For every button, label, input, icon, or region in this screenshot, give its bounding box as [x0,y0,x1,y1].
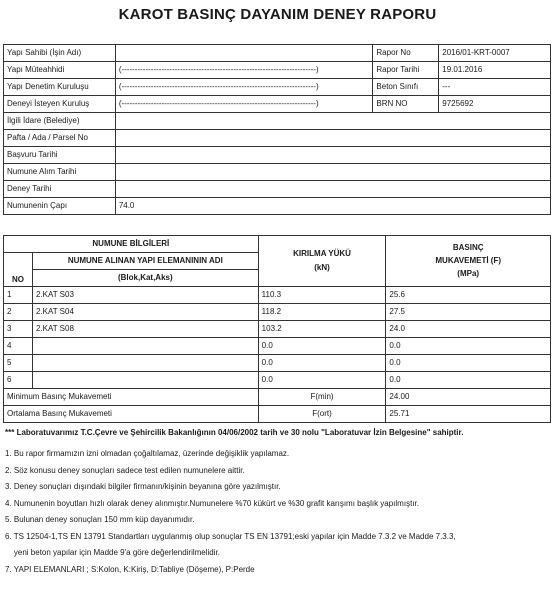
info-value [115,113,550,130]
info-row [4,147,551,164]
info-value: 74.0 [115,198,550,215]
sample-info-header: NUMUNE BİLGİLERİ [4,236,259,253]
sample-no: 1 [4,287,33,304]
notes-section [5,428,553,581]
info-right-label: Beton Sınıfı [373,79,439,96]
info-value [115,130,550,147]
info-value: (-------------------------------------------------------------------------) [115,79,373,96]
sample-element: 2.KAT S03 [32,287,258,304]
sample-strength: 0.0 [386,355,551,372]
info-row [4,96,551,113]
info-right-value: 2016/01-KRT-0007 [439,45,551,62]
min-strength-symbol: F(min) [258,389,386,406]
info-label: Yapı Sahibi (İşin Adı) [4,45,116,62]
info-value [115,147,550,164]
load-header: KIRILMA YÜKÜ (kN) [293,249,351,272]
report-title: KAROT BASINÇ DAYANIM DENEY RAPORU [118,6,437,23]
element-subheader: (Blok,Kat,Aks) [32,270,258,287]
sample-row [4,372,551,389]
sample-row [4,321,551,338]
sample-row [4,355,551,372]
sample-row [4,338,551,355]
info-label: Yapı Müteahhidi [4,62,116,79]
min-strength-value: 24.00 [386,389,551,406]
sample-element: 2.KAT S04 [32,304,258,321]
info-right-label: Rapor No [373,45,439,62]
info-right-value: 9725692 [439,96,551,113]
sample-row [4,304,551,321]
avg-strength-symbol: F(ort) [258,406,386,423]
sample-strength: 0.0 [386,338,551,355]
note-item: 5. Bulunan deney sonuçları 150 mm küp dayanımıdır. [5,515,195,524]
info-row [4,79,551,96]
info-right-label: Rapor Tarihi [373,62,439,79]
no-header: NO [4,253,33,287]
note-item: 1. Bu rapor firmamızın izni olmadan çoğaltılamaz, üzerinde değişiklik yapılamaz. [5,449,290,458]
info-label: Numune Alım Tarihi [4,164,116,181]
info-value: (-------------------------------------------------------------------------) [115,96,373,113]
info-row [4,62,551,79]
sample-no: 2 [4,304,33,321]
sample-no: 4 [4,338,33,355]
note-item: yeni beton yapılar için Madde 9'a göre değerlendirilmelidir. [5,548,220,557]
info-label: Deney Tarihi [4,181,116,198]
note-item: 4. Numunenin boyutları hızlı olarak deney alınmıştır.Numunelere %70 kükürt ve %30 grafit karışımı başlık yapılmıştır. [5,498,419,508]
avg-strength-value: 25.71 [386,406,551,423]
info-row [4,113,551,130]
info-label: Pafta / Ada / Parsel No [4,130,116,147]
sample-no: 5 [4,355,33,372]
info-value: (-------------------------------------------------------------------------) [115,62,373,79]
info-value [115,45,373,62]
sample-element [32,338,258,355]
sample-load: 0.0 [258,355,386,372]
sample-load: 110.3 [258,287,386,304]
info-label: Yapı Denetim Kuruluşu [4,79,116,96]
project-info-table [3,44,551,215]
min-strength-label: Minimum Basınç Mukavemeti [4,389,259,406]
note-item: 7. YAPI ELEMANLARI ; S:Kolon, K:Kiriş, D:Tabliye (Döşeme), P:Perde [5,564,255,574]
notes-list [5,449,553,581]
note-item: 2. Söz konusu deney sonuçları sadece test edilen numunelere aittir. [5,465,245,475]
sample-strength: 27.5 [386,304,551,321]
sample-strength: 24.0 [386,321,551,338]
info-row [4,198,551,215]
info-value [115,181,550,198]
info-label: Numunenin Çapı [4,198,116,215]
info-right-value: --- [439,79,551,96]
info-row [4,181,551,198]
samples-table [3,235,551,423]
info-label: Başvuru Tarihi [4,147,116,164]
note-item: 3. Deney sonuçları dışındaki bilgiler firmanın/kişinin beyanına göre yazılmıştır. [5,482,281,491]
info-row [4,130,551,147]
avg-strength-label: Ortalama Basınç Mukavemeti [4,406,259,423]
sample-element [32,355,258,372]
info-right-value: 19.01.2016 [439,62,551,79]
note-item: 6. TS 12504-1,TS EN 13791 Standartları uygulanmış olup sonuçlar TS EN 13791;eski yapılar için Madde 7.3.2 ve Madde 7.3.3, [5,531,456,541]
sample-load: 103.2 [258,321,386,338]
sample-strength: 0.0 [386,372,551,389]
info-value [115,164,550,181]
strength-header: BASINÇ MUKAVEMETİ (F) (MPa) [435,243,501,278]
sample-load: 118.2 [258,304,386,321]
sample-no: 3 [4,321,33,338]
sample-strength: 25.6 [386,287,551,304]
sample-load: 0.0 [258,372,386,389]
info-label: Deneyi İsteyen Kuruluş [4,96,116,113]
info-right-label: BRN NO [373,96,439,113]
info-label: İlgili İdare (Belediye) [4,113,116,130]
sample-row [4,287,551,304]
info-row [4,164,551,181]
lab-statement: *** Laboratuvarımız T.C.Çevre ve Şehircilik Bakanlığının 04/06/2002 tarih ve 30 nolu "Laboratuvar İzin Belgesine" sahiptir. [5,428,464,437]
sample-element: 2.KAT S08 [32,321,258,338]
sample-load: 0.0 [258,338,386,355]
sample-element [32,372,258,389]
sample-no: 6 [4,372,33,389]
element-header: NUMUNE ALINAN YAPI ELEMANININ ADI [32,253,258,270]
info-row [4,45,551,62]
